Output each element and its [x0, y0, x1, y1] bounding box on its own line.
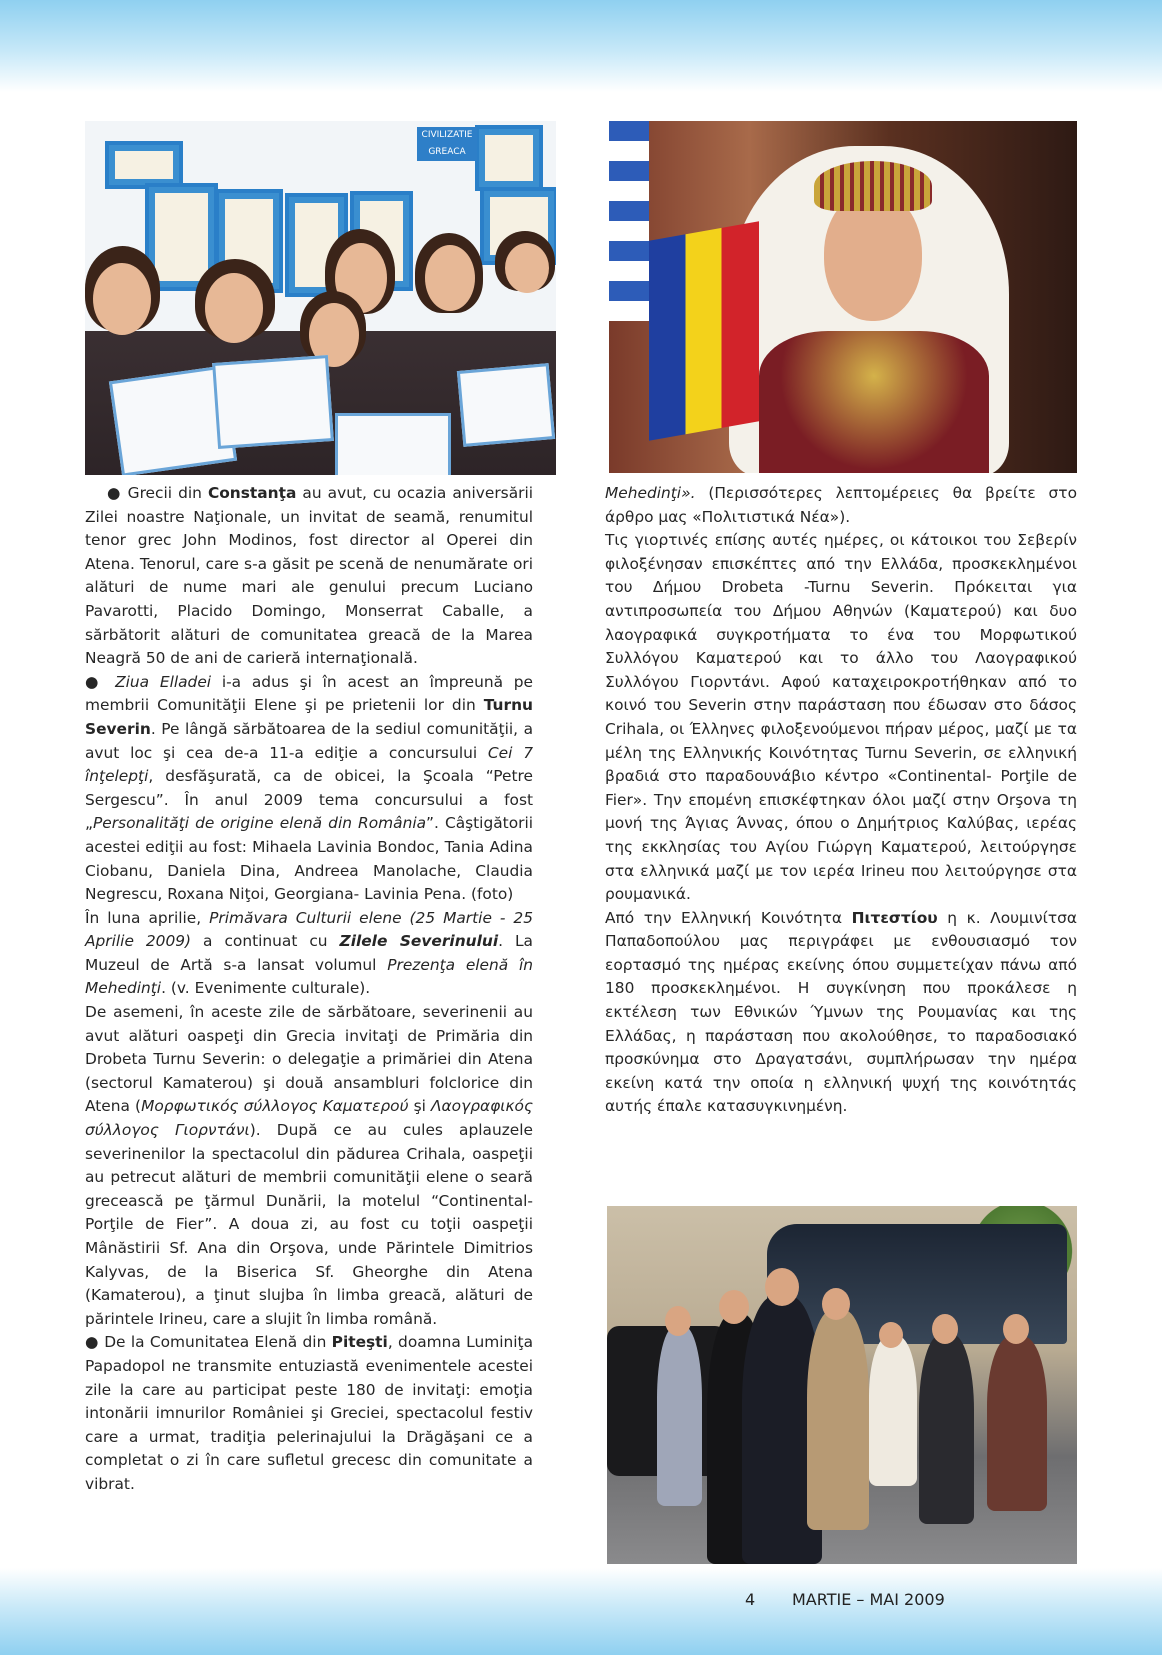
romanian-flag: [649, 221, 759, 440]
paragraph-constanta: ● Grecii din Constanţa au avut, cu ocazia aniversării Zilei noastre Naţionale, un invitat de seamă, renumitul tenor grec John Modinos, fost director al Operei din Atena. Tenorul, care s-a găsit pe scenă de nenumărate ori alături de nume mari ale genului precum Luciano Pavarotti, Placido Domingo, Monserrat Caballe, a sărbătorit alături de comunitatea greacă de la Marea Neagră 50 de ani de carieră internaţională.: [85, 484, 534, 668]
left-column: [85, 482, 533, 1497]
photo-woman-traditional-costume: [609, 121, 1077, 473]
paragraph-greek-pitesti: Από την Ελληνική Κοινότητα Πιτεστίου η κ. Λουμινίτσα Παπαδοπούλου μας περιγράφει με ενθουσιασμό τον εορτασμό της ημέρας εκείνης όπου συμμετείχαν πάνω από 180 προσκεκλημένοι. Η συγκίνηση που προκάλεσε η εκτέλεση των Εθνικών Ύμνων της Ρουμανίας και της Ελλάδας, η παράσταση που ακολούθησε, το παραδοσιακό προσκύνημα στο Δραγατσάνι, συμπλήρωσαν την ημέρα εκείνη κατά την οποία η ελληνική ψυχή της κοινότητάς αυτής έπαλε κατασυγκινημένη.: [605, 908, 1077, 1116]
paragraph-ziua-elladei: ● Ziua Elladei i-a adus şi în acest an împreună pe membrii Comunităţii Elene şi pe prietenii lor din Turnu Severin. Pe lângă sărbătoarea de la sediul comunităţii, a avut loc şi cea de-a 11-a ediţie a concursului Cei 7 înţelepţi, desfăşurată, ca de obicei, la Şcoala “Petre Sergescu”. În anul 2009 tema concursului a fost „Personalităţi de origine elenă din România”. Câştigătorii acestei ediţii au fost: Mihaela Lavinia Bondoc, Tania Adina Ciobanu, Daniela Dina, Andreea Manolache, Claudia Negrescu, Roxana Niţoi, Georgiana- Lavinia Pena. (foto): [85, 672, 534, 904]
paragraph-mehedinti-note: Mehedinţi». (Περισσότερες λεπτομέρειες θα βρείτε στο άρθρο μας «Πολιτιστικά Νέα»).: [605, 484, 1077, 526]
photo-street-procession: [607, 1206, 1077, 1564]
issue-date: MARTIE – MAI 2009: [792, 1590, 945, 1609]
paragraph-greek-visitors: Τις γιορτινές επίσης αυτές ημέρες, οι κάτοικοι του Σεβερίν φιλοξένησαν επισκέπτες από την Ελλάδα, προσκεκλημένοι του Δήμου Drobeta -Turnu Severin. Πρόκειται για αντιπροσωπεία του Δήμου Αθηνών (Καματερού) και δυο λαογραφικά συγκροτήματα το ένα του Μορφωτικού Συλλόγου Καματερού και το άλλο του Λαογραφικού Συλλόγου Γιορντάνι. Αφού καταχειροκροτήθηκαν από το κοινό του Severin στην παράσταση που έδωσαν στο δάσος Crihala, οι Έλληνες φιλοξενούμενοι πήραν μέρος, μαζί με τα μέλη της Ελληνικής Κοινότητας Turnu Severin, σε ελληνική βραδιά στο παραδουνάβιο κέντρο «Continental- Porţile de Fier». Την επομένη επισκέφτηκαν όλοι μαζί στην Orşova τη μονή της Άγιας Άννας, όπου ο Δημήτριος Καλύβας, ιερέας της εκκλησίας του Αγίου Γιώργη Καματερού, λειτούργησε στα ελληνικά μαζί με τον ιερέα Irineu που λειτούργησε στα ρουμανικά.: [605, 531, 1077, 904]
photo-students-diplomas: [85, 121, 556, 475]
right-column: [605, 482, 1077, 1119]
header-band: [0, 0, 1162, 92]
board-label: CIVILIZATIE GREACA: [417, 127, 477, 161]
paragraph-primavara-culturii: În luna aprilie, Primăvara Culturii elene (25 Martie - 25 Aprilie 2009) a continuat cu Zilele Severinului. La Muzeul de Artă s-a lansat volumul Prezenţa elenă în Mehedinţi. (v. Evenimente culturale).: [85, 908, 533, 998]
page-number: 4: [745, 1590, 756, 1609]
greek-flag: [609, 121, 649, 321]
paragraph-oaspeti-grecia: De asemeni, în aceste zile de sărbătoare, severinenii au avut alături oaspeţi din Grecia invitaţi de Primăria din Drobeta Turnu Severin: o delegaţie a primăriei din Atena (sectorul Kamaterou) şi două ansambluri folclorice din Atena (Μορφωτικός σύλλογος Καματερού şi Λαογραφικός σύλλογος Γιορντάνι). După ce au cules aplauzele severinenilor la spectacolul din pădurea Crihala, oaspeţii au petrecut alături de membrii comunităţii elene o seară grecească pe ţărmul Dunării, la motelul “Continental-Porţile de Fier”. A doua zi, au fost cu toţii oaspeţii Mânăstirii Sf. Ana din Orşova, unde Părintele Dimitrios Kalyvas, de la Biserica Sf. Gheorghe din Atena (Kamaterou), a ţinut slujba în limba greacă, alături de părintele Irineu, care a slujit în limba română.: [85, 1003, 533, 1328]
footer-band: [0, 1568, 1162, 1655]
paragraph-pitesti: ● De la Comunitatea Elenă din Piteşti, doamna Luminiţa Papadopol ne transmite entuziastă evenimentele acestei zile la care au participat peste 180 de invitaţi: emoţia intonării imnurilor României şi Greciei, spectacolul festiv care a urmat, tradiţia pelerinajului la Drăgăşani ce a completat o zi în care sufletul grecesc din comunitate a vibrat.: [85, 1333, 533, 1493]
